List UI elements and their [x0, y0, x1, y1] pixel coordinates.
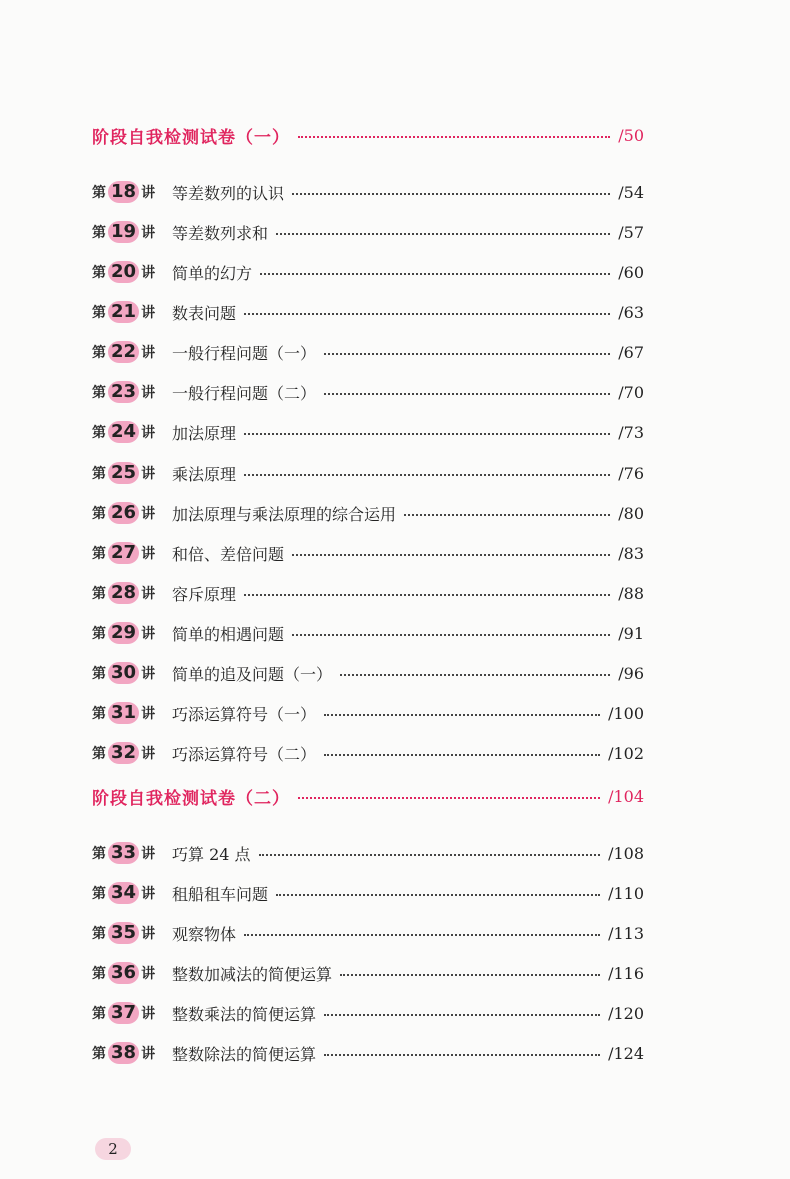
- chapter-badge: 第 37 讲: [92, 1002, 156, 1023]
- chapter-number: 22: [108, 341, 139, 363]
- chapter-badge: 第 19 讲: [92, 221, 156, 242]
- chapter-number: 35: [108, 922, 139, 944]
- toc-section-1[interactable]: [92, 120, 644, 150]
- dot-leader: [244, 934, 600, 936]
- dot-leader: [324, 1014, 600, 1016]
- chapter-page: /67: [618, 342, 644, 362]
- chapter-title: 和倍、差倍问题: [172, 544, 285, 564]
- chapter-page: /76: [618, 463, 644, 483]
- toc-chapter[interactable]: [92, 618, 644, 648]
- toc-chapter[interactable]: [92, 878, 644, 908]
- chapter-badge: 第 36 讲: [92, 962, 156, 983]
- chapter-number: 30: [108, 662, 139, 684]
- chapter-page: /116: [608, 963, 644, 983]
- dot-leader: [276, 894, 600, 896]
- chapter-badge: 第 31 讲: [92, 702, 156, 723]
- chapter-number: 36: [108, 962, 139, 984]
- chapter-number: 24: [108, 421, 139, 443]
- dot-leader: [292, 634, 610, 636]
- chapter-number: 33: [108, 842, 139, 864]
- toc-chapter[interactable]: [92, 958, 644, 988]
- dot-leader: [298, 136, 610, 138]
- chapter-number: 29: [108, 622, 139, 644]
- dot-leader: [244, 594, 610, 596]
- chapter-badge: 第 20 讲: [92, 261, 156, 282]
- section-page: /50: [618, 125, 644, 145]
- chapter-badge: 第 26 讲: [92, 502, 156, 523]
- chapter-number: 34: [108, 882, 139, 904]
- chapter-title: 简单的相遇问题: [172, 624, 285, 644]
- chapter-title: 整数除法的简便运算: [172, 1044, 317, 1064]
- toc-chapter[interactable]: [92, 738, 644, 768]
- chapter-number: 27: [108, 542, 139, 564]
- chapter-title: 一般行程问题（一）: [172, 343, 317, 363]
- chapter-page: /70: [618, 382, 644, 402]
- toc-chapter[interactable]: [92, 257, 644, 287]
- toc-chapter[interactable]: [92, 377, 644, 407]
- chapter-page: /113: [608, 923, 644, 943]
- chapter-title: 租船租车问题: [172, 884, 269, 904]
- chapter-number: 19: [108, 221, 139, 243]
- chapter-number: 32: [108, 742, 139, 764]
- toc-chapter[interactable]: [92, 1038, 644, 1068]
- chapter-title: 简单的追及问题（一）: [172, 664, 333, 684]
- chapter-badge: 第 33 讲: [92, 842, 156, 863]
- chapter-title: 加法原理: [172, 423, 237, 443]
- section-page: /104: [608, 786, 644, 806]
- toc-chapter[interactable]: [92, 417, 644, 447]
- toc-chapter[interactable]: [92, 658, 644, 688]
- chapter-number: 18: [108, 181, 139, 203]
- chapter-page: /108: [608, 843, 644, 863]
- chapter-title: 容斥原理: [172, 584, 237, 604]
- chapter-badge: 第 24 讲: [92, 421, 156, 442]
- chapter-page: /120: [608, 1003, 644, 1023]
- chapter-title: 简单的幻方: [172, 263, 253, 283]
- chapter-number: 25: [108, 462, 139, 484]
- dot-leader: [292, 554, 610, 556]
- toc-chapter[interactable]: [92, 177, 644, 207]
- chapter-number: 21: [108, 301, 139, 323]
- chapter-badge: 第 23 讲: [92, 381, 156, 402]
- chapter-badge: 第 18 讲: [92, 181, 156, 202]
- dot-leader: [340, 674, 610, 676]
- chapter-number: 37: [108, 1002, 139, 1024]
- chapter-title: 数表问题: [172, 303, 237, 323]
- chapter-page: /100: [608, 703, 644, 723]
- chapter-number: 23: [108, 381, 139, 403]
- chapter-title: 加法原理与乘法原理的综合运用: [172, 504, 397, 524]
- chapter-title: 观察物体: [172, 924, 237, 944]
- chapter-page: /54: [618, 182, 644, 202]
- chapter-page: /80: [618, 503, 644, 523]
- dot-leader: [324, 393, 610, 395]
- toc-chapter[interactable]: [92, 337, 644, 367]
- dot-leader: [260, 273, 610, 275]
- toc-chapter[interactable]: [92, 297, 644, 327]
- toc-chapter[interactable]: [92, 918, 644, 948]
- chapter-page: /73: [618, 422, 644, 442]
- toc-chapter[interactable]: [92, 698, 644, 728]
- dot-leader: [259, 854, 601, 856]
- toc-chapter[interactable]: [92, 538, 644, 568]
- chapter-number: 28: [108, 582, 139, 604]
- chapter-number: 38: [108, 1042, 139, 1064]
- section-title: 阶段自我检测试卷（一）: [92, 127, 290, 148]
- chapter-page: /57: [618, 222, 644, 242]
- dot-leader: [404, 514, 610, 516]
- chapter-badge: 第 30 讲: [92, 662, 156, 683]
- dot-leader: [276, 233, 610, 235]
- chapter-page: /124: [608, 1043, 644, 1063]
- chapter-page: /88: [618, 583, 644, 603]
- chapter-number: 31: [108, 702, 139, 724]
- chapter-title: 整数加减法的简便运算: [172, 964, 333, 984]
- chapter-badge: 第 22 讲: [92, 341, 156, 362]
- chapter-page: /63: [618, 302, 644, 322]
- chapter-title: 等差数列求和: [172, 223, 269, 243]
- dot-leader: [324, 714, 600, 716]
- dot-leader: [324, 353, 610, 355]
- toc-chapter[interactable]: [92, 217, 644, 247]
- dot-leader: [324, 1054, 600, 1056]
- chapter-title: 等差数列的认识: [172, 183, 285, 203]
- chapter-badge: 第 27 讲: [92, 542, 156, 563]
- chapter-badge: 第 29 讲: [92, 622, 156, 643]
- chapter-badge: 第 38 讲: [92, 1042, 156, 1063]
- toc-chapter[interactable]: [92, 998, 644, 1028]
- chapter-number: 26: [108, 502, 139, 524]
- chapter-page: /60: [618, 262, 644, 282]
- page-number: 2: [95, 1138, 131, 1160]
- chapter-badge: 第 34 讲: [92, 882, 156, 903]
- dot-leader: [244, 433, 610, 435]
- section-title: 阶段自我检测试卷（二）: [92, 788, 290, 809]
- chapter-badge: 第 25 讲: [92, 462, 156, 483]
- toc-chapter[interactable]: [92, 838, 644, 868]
- toc-chapter[interactable]: [92, 498, 644, 528]
- chapter-title: 巧添运算符号（一）: [172, 704, 317, 724]
- chapter-number: 20: [108, 261, 139, 283]
- chapter-page: /102: [608, 743, 644, 763]
- chapter-page: /96: [618, 663, 644, 683]
- chapter-title: 一般行程问题（二）: [172, 383, 317, 403]
- chapter-title: 乘法原理: [172, 464, 237, 484]
- dot-leader: [298, 797, 600, 799]
- chapter-title: 整数乘法的简便运算: [172, 1004, 317, 1024]
- toc-chapter[interactable]: [92, 578, 644, 608]
- dot-leader: [244, 313, 610, 315]
- chapter-page: /91: [618, 623, 644, 643]
- chapter-badge: 第 35 讲: [92, 922, 156, 943]
- chapter-page: /110: [608, 883, 644, 903]
- chapter-badge: 第 21 讲: [92, 301, 156, 322]
- toc-chapter[interactable]: [92, 458, 644, 488]
- dot-leader: [244, 474, 610, 476]
- dot-leader: [324, 754, 600, 756]
- chapter-badge: 第 28 讲: [92, 582, 156, 603]
- chapter-title: 巧算 24 点: [172, 844, 251, 864]
- toc-section-2[interactable]: [92, 781, 644, 811]
- dot-leader: [340, 974, 600, 976]
- chapter-title: 巧添运算符号（二）: [172, 744, 317, 764]
- chapter-page: /83: [618, 543, 644, 563]
- dot-leader: [292, 193, 610, 195]
- chapter-badge: 第 32 讲: [92, 742, 156, 763]
